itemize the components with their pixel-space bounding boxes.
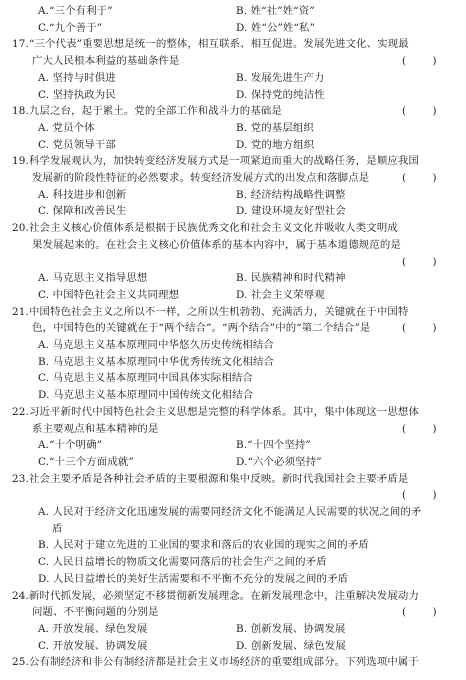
q18-option-c: C. 党员领导干部 <box>38 138 116 151</box>
q23-option-a: A. 人民对于经济文化迅速发展的需要同经济文化不能满足人民需要的状况之间的矛 <box>38 506 422 518</box>
q19-option-d: D. 建设环境友好型社会 <box>236 205 346 218</box>
q22-option-c: C.“十三个方面成就” <box>38 455 134 468</box>
q21-option-c: C. 马克思主义基本原理同中国具体实际相结合 <box>38 372 253 385</box>
q22-number: 22. <box>12 405 29 418</box>
q20-option-c: C. 中国特色社会主义共同理想 <box>38 288 180 301</box>
q17-number: 17. <box>12 38 29 51</box>
q17-option-d: D. 保持党的纯洁性 <box>236 88 325 101</box>
q23-answer-paren: ( ) <box>402 489 437 502</box>
q21-option-b: B. 马克思主义基本原理同中华优秀传统文化相结合 <box>38 355 275 368</box>
q17-stem-line2: 广大人民根本利益的基础条件是 <box>32 55 180 68</box>
q19-option-a: A. 科技进步和创新 <box>38 188 127 201</box>
q17-option-c: C. 坚持执政为民 <box>38 88 116 101</box>
q19-stem-line2: 发展新的阶段性特征的必然要求。转变经济发展方式的出发点和落脚点是 <box>32 172 370 184</box>
q24-option-d: D. 创新发展、绿色发展 <box>236 639 346 652</box>
q16-option-a: A.“三个有利于” <box>38 5 113 17</box>
q23-stem-line1: 23.社会主要矛盾是各种社会矛盾的主要根源和集中反映。新时代我国社会主要矛盾是 <box>12 472 409 485</box>
q21-option-a: A. 马克思主义基本原理同中华悠久历史传统相结合 <box>38 339 274 351</box>
q20-stem-line2: 果发展起来的。在社会主义核心价值体系的基本内容中，属于基本道德规范的是 <box>32 238 401 251</box>
q18-number: 18. <box>12 105 29 118</box>
q24-option-c: C. 开放发展、协调发展 <box>38 639 148 652</box>
q18-stem-line1: 18.九层之台，起于累土。党的全部工作和战斗力的基础是 <box>12 105 282 118</box>
q18-option-d: D. 党的地方组织 <box>236 138 315 151</box>
q25-stem-line1: 25.公有制经济和非公有制经济都是社会主义市场经济的重要组成部分。下列选项中属于 <box>12 656 419 669</box>
q20-answer-paren: ( ) <box>402 255 437 268</box>
q24-option-a: A. 开放发展、绿色发展 <box>38 622 148 635</box>
q20-number: 20. <box>12 222 29 235</box>
q19-answer-paren: ( ) <box>402 172 437 184</box>
q19-stem-line1: 19.科学发展观认为，加快转变经济发展方式是一项紧迫而重大的战略任务，是顺应我国 <box>12 155 419 168</box>
q20-option-a: A. 马克思主义指导思想 <box>38 272 148 285</box>
q16-option-c: C.“九个善于” <box>38 21 103 34</box>
q21-stem-line1: 21.中国特色社会主义之所以不一样，之所以生机勃勃、充满活力，关键就在于中国特 <box>12 305 409 318</box>
q22-stem-line2: 系主要观点和基本精神的是 <box>32 422 159 435</box>
q20-stem-line1: 20.社会主义核心价值体系是根据于民族优秀文化和社会主义文化并吸收人类文明成 <box>12 222 398 235</box>
q23-option-a-cont: 盾 <box>52 522 63 535</box>
q19-option-c: C. 保障和改善民生 <box>38 205 127 218</box>
q20-option-d: D. 社会主义荣辱观 <box>236 288 325 301</box>
q23-option-c: C. 人民日益增长的物质文化需要同落后的社会生产之间的矛盾 <box>38 556 327 569</box>
q23-option-d: D. 人民日益增长的美好生活需要和不平衡不充分的发展之间的矛盾 <box>38 572 349 585</box>
q18-option-b: B. 党的基层组织 <box>236 121 314 134</box>
q22-stem-line1: 22.习近平新时代中国特色社会主义思想是完整的科学体系。其中，集中体现这一思想体 <box>12 405 419 418</box>
q21-answer-paren: ( ) <box>402 322 437 335</box>
q24-number: 24. <box>12 589 29 602</box>
q17-stem-line1: 17.“三个代表”重要思想是统一的整体，相互联系、相互促进。发展先进文化、实现最 <box>12 38 409 51</box>
q22-option-d: D.“六个必须坚持” <box>236 455 322 468</box>
q21-stem-line2: 色，中国特色的关键就在于“两个结合”。“两个结合”中的“第二个结合”是 <box>32 322 371 335</box>
q22-option-a: A.“十个明确” <box>38 439 103 452</box>
q17-option-b: B. 发展先进生产力 <box>236 71 325 84</box>
q19-option-b: B. 经济结构战略性调整 <box>236 188 346 201</box>
q17-option-a: A. 坚持与时俱进 <box>38 71 116 84</box>
q24-answer-paren: ( ) <box>402 606 437 619</box>
q22-option-b: B.“十四个坚持” <box>236 439 311 452</box>
q22-answer-paren: ( ) <box>402 422 437 435</box>
q21-number: 21. <box>12 305 29 318</box>
q20-option-b: B. 民族精神和时代精神 <box>236 272 346 285</box>
q16-option-d: D. 姓“公”姓“私” <box>236 21 316 34</box>
q24-stem-line2: 问题、不平衡问题的分别是 <box>32 606 159 619</box>
q21-option-d: D. 马克思主义基本原理同中国传统文化相结合 <box>38 389 254 402</box>
q17-answer-paren: ( ) <box>402 55 437 68</box>
q23-number: 23. <box>12 472 29 485</box>
q24-option-b: B. 创新发展、协调发展 <box>236 622 346 635</box>
q25-number: 25. <box>12 656 29 669</box>
q23-option-b: B. 人民对于建立先进的工业国的要求和落后的农业国的现实之间的矛盾 <box>38 539 369 552</box>
q18-answer-paren: ( ) <box>402 105 437 118</box>
q24-stem-line1: 24.新时代抓发展，必须坚定不移贯彻新发展理念。在新发展理念中，注重解决发展动力 <box>12 589 419 602</box>
q16-option-b: B. 姓“社”姓“资” <box>236 5 315 17</box>
q18-option-a: A. 党员个体 <box>38 121 95 134</box>
q19-number: 19. <box>12 155 29 168</box>
